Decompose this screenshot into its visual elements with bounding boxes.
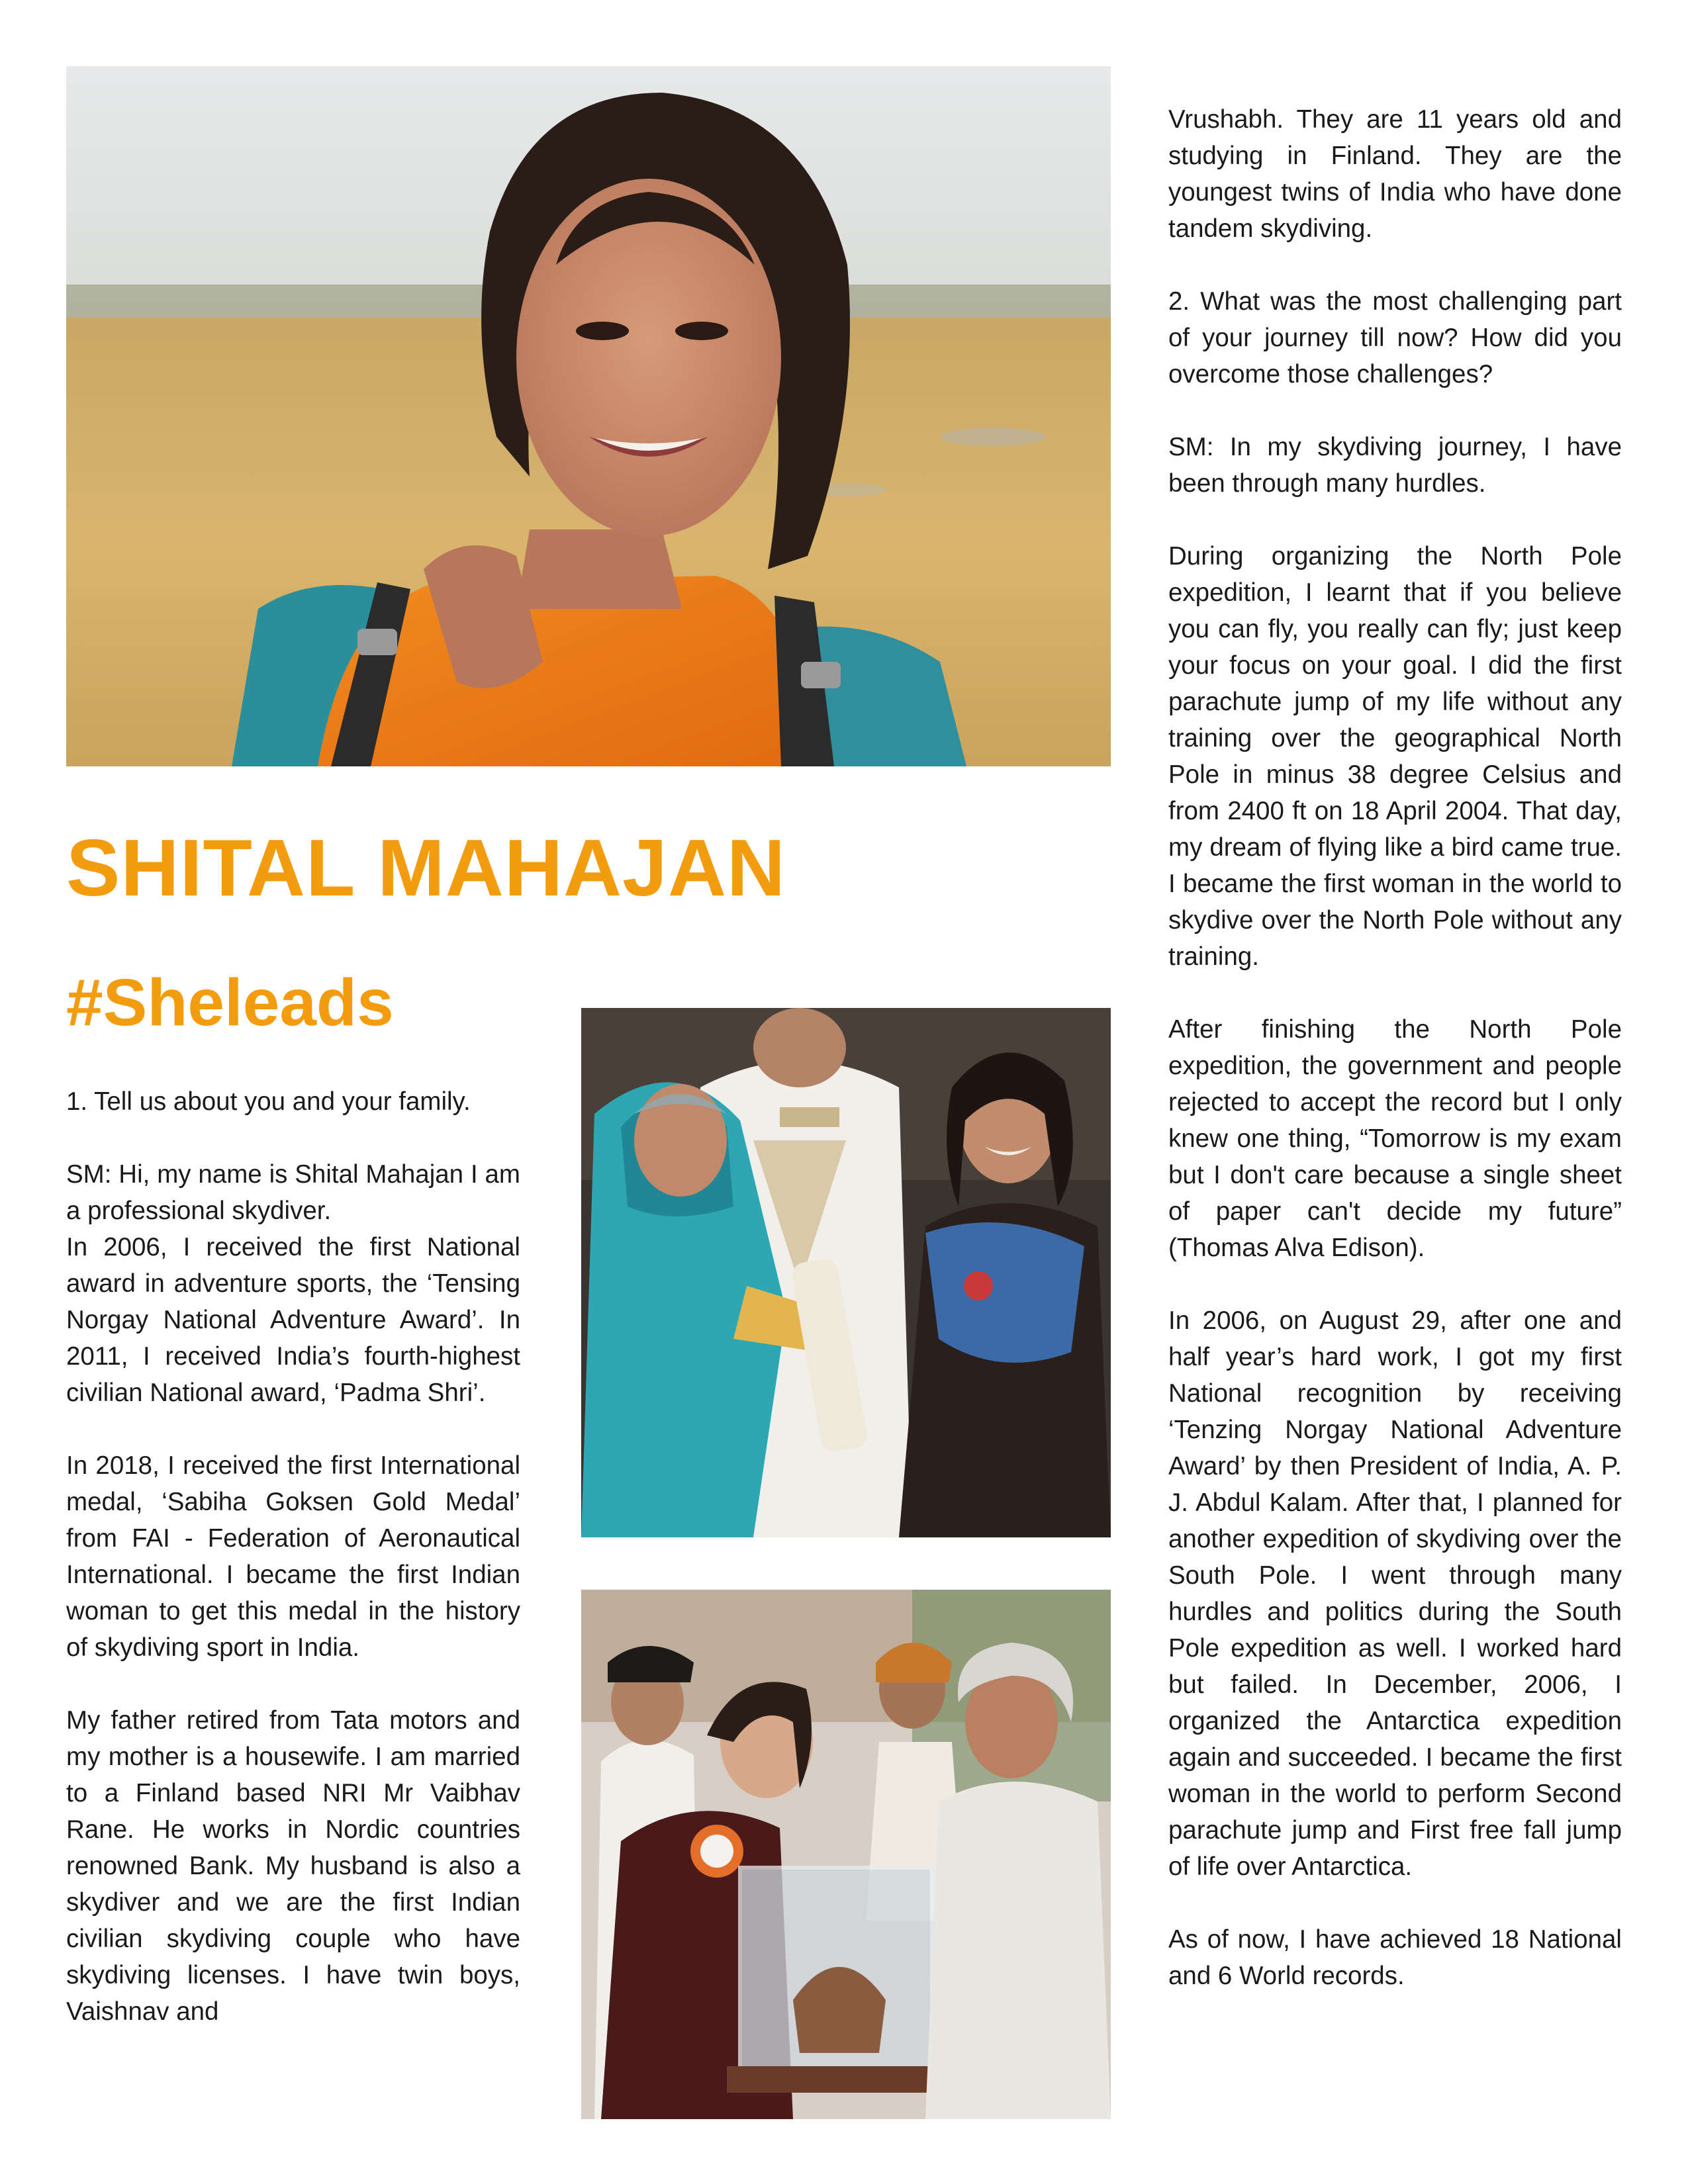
records-paragraph: As of now, I have achieved 18 National and 6 World records.: [1168, 1925, 1622, 1990]
rejection-paragraph: After finishing the North Pole expedition, the government and people rejected to accept the record but I only knew one thing, “Tomorrow is my exam but I don't care because a single sheet of paper can't decide my future” (Thomas Alva Edison).: [1168, 1015, 1622, 1262]
antarctica-paragraph: In 2006, on August 29, after one and half year’s hard work, I got my first National recognition by receiving ‘Tenzing Norgay National Adventure Award’ by then President of India, A. P. J. Abdul Kalam. After that, I planned for another expedition of skydiving over the South Pole. I went through many hurdles and politics during the South Pole expedition as well. I worked hard but failed. In December, 2006, I organized the Antarctica expedition again and succeeded. I became the first woman in the world to perform Second parachute jump and First free fall jump of life over Antarctica.: [1168, 1306, 1622, 1881]
twins-paragraph: Vrushabh. They are 11 years old and studying in Finland. They are the youngest twins of India who have done tandem skydiving.: [1168, 105, 1622, 243]
award-ceremony-photo-2: [581, 1590, 1111, 2119]
awards-paragraph: In 2006, I received the first National award in adventure sports, the ‘Tensing Norgay National Adventure Award’. In 2011, I received India’s fourth-highest civilian National award, ‘Padma Shri’.: [66, 1233, 520, 1407]
left-text-column: [66, 1083, 520, 2030]
page-title: SHITAL MAHAJAN: [66, 823, 786, 913]
hurdles-paragraph: SM: In my skydiving journey, I have been through many hurdles.: [1168, 433, 1622, 498]
question-1: 1. Tell us about you and your family.: [66, 1087, 471, 1116]
medal-paragraph: In 2018, I received the first International medal, ‘Sabiha Goksen Gold Medal’ from FAI - Federation of Aeronautical International. I became the first Indian woman to get this medal in the history of skydiving sport in India.: [66, 1451, 520, 1662]
question-2: 2. What was the most challenging part of your journey till now? How did you overcome those challenges?: [1168, 287, 1622, 388]
award-ceremony-photo-1: [581, 1008, 1111, 1537]
family-paragraph: My father retired from Tata motors and my mother is a housewife. I am married to a Finland based NRI Mr Vaibhav Rane. He works in Nordic countries renowned Bank. My husband is also a skydiver and we are the first Indian civilian skydiving couple who have skydiving licenses. I have twin boys, Vaishnav and: [66, 1706, 520, 2026]
answer-intro: SM: Hi, my name is Shital Mahajan I am a professional skydiver.: [66, 1160, 520, 1225]
hero-photo: [66, 66, 1111, 766]
hashtag-subtitle: #Sheleads: [66, 966, 394, 1040]
north-pole-paragraph: During organizing the North Pole expedition, I learnt that if you believe you can fly, you really can fly; just keep your focus on your goal. I did the first parachute jump of my life without any training over the geographical North Pole in minus 38 degree Celsius and from 2400 ft on 18 April 2004. That day, my dream of flying like a bird came true. I became the first woman in the world to skydive over the North Pole without any training.: [1168, 542, 1622, 971]
right-text-column: [1168, 101, 1622, 1994]
